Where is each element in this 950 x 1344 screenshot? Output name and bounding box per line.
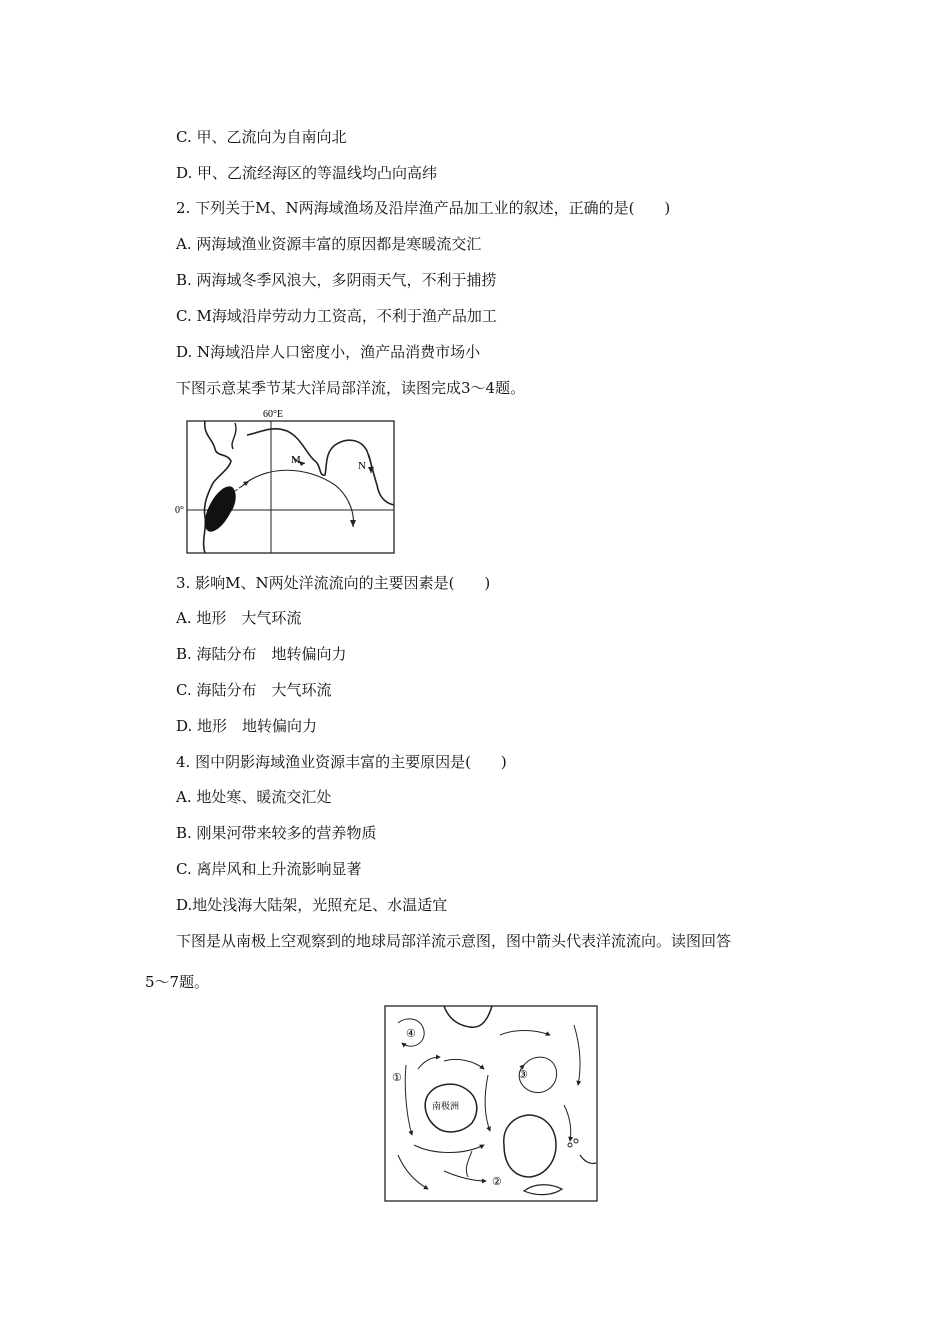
q2-stem: 2. 下列关于M、N两海域渔场及沿岸渔产品加工业的叙述，正确的是( ) <box>176 199 671 217</box>
current-arrow-2 <box>350 520 356 527</box>
q3-option-b: B. 海陆分布 地转偏向力 <box>176 645 347 663</box>
lat-label: 0° <box>175 505 184 516</box>
current-southwest <box>398 1155 428 1189</box>
current-west-wind-1 <box>414 1145 484 1153</box>
marker-1: ① <box>392 1072 402 1084</box>
current-west-wind-4 <box>418 1057 440 1069</box>
current-north-1 <box>500 1031 550 1036</box>
marker-3: ③ <box>518 1069 528 1081</box>
current-east-2 <box>564 1105 571 1141</box>
q3-stem: 3. 影响M、N两处洋流流向的主要因素是( ) <box>176 574 491 592</box>
landmass-top <box>444 1006 492 1027</box>
q3-option-a: A. 地形 大气环流 <box>176 609 302 627</box>
landmass-australia <box>504 1115 556 1177</box>
antarctica-label: 南极洲 <box>432 1101 460 1111</box>
current-loop <box>466 1151 472 1177</box>
label-n: N <box>358 460 366 472</box>
q2-option-c: C. M海域沿岸劳动力工资高，不利于渔产品加工 <box>176 307 497 325</box>
marker-2: ② <box>492 1176 502 1188</box>
q3-option-d: D. 地形 地转偏向力 <box>176 717 318 735</box>
label-m: M <box>291 454 301 466</box>
asia-coastline <box>247 429 394 505</box>
current-1 <box>405 1065 412 1135</box>
q4-stem: 4. 图中阴影海域渔业资源丰富的主要原因是( ) <box>176 753 507 771</box>
q1-option-d: D. 甲、乙流经海区的等温线均凸向高纬 <box>176 164 438 182</box>
islet-1 <box>568 1143 572 1147</box>
islet-2 <box>574 1139 578 1143</box>
antarctic-current-map <box>384 1005 599 1203</box>
landmass-edge-east <box>580 1155 596 1164</box>
q1-option-c: C. 甲、乙流向为自南向北 <box>176 128 347 146</box>
q2-option-d: D. N海域沿岸人口密度小，渔产品消费市场小 <box>176 343 481 361</box>
red-sea-coast <box>232 423 236 449</box>
current-south <box>444 1171 486 1181</box>
intro-questions-5-7-line1: 下图是从南极上空观察到的地球局部洋流示意图，图中箭头代表洋流流向。读图回答 <box>176 932 732 950</box>
current-west-wind-3 <box>444 1059 484 1069</box>
q3-option-c: C. 海陆分布 大气环流 <box>176 681 332 699</box>
current-west-wind-2 <box>485 1075 490 1131</box>
q2-option-b: B. 两海域冬季风浪大，多阴雨天气，不利于捕捞 <box>176 271 497 289</box>
intro-questions-3-4: 下图示意某季节某大洋局部洋流，读图完成3～4题。 <box>176 379 526 397</box>
q4-option-d: D.地处浅海大陆架，光照充足、水温适宜 <box>176 896 448 914</box>
landmass-small-south <box>524 1185 562 1195</box>
ocean-current-map <box>175 405 400 557</box>
intro-questions-5-7-line2: 5～7题。 <box>145 973 210 991</box>
q4-option-c: C. 离岸风和上升流影响显著 <box>176 860 362 878</box>
current-east-1 <box>574 1025 580 1085</box>
monsoon-current-line <box>241 470 353 527</box>
q4-option-a: A. 地处寒、暖流交汇处 <box>176 788 332 806</box>
lon-label: 60°E <box>263 409 284 420</box>
q2-option-a: A. 两海域渔业资源丰富的原因都是寒暖流交汇 <box>176 235 482 253</box>
q4-option-b: B. 刚果河带来较多的营养物质 <box>176 824 377 842</box>
map2-frame <box>385 1006 597 1201</box>
map-frame <box>187 421 394 553</box>
marker-4: ④ <box>406 1028 416 1040</box>
